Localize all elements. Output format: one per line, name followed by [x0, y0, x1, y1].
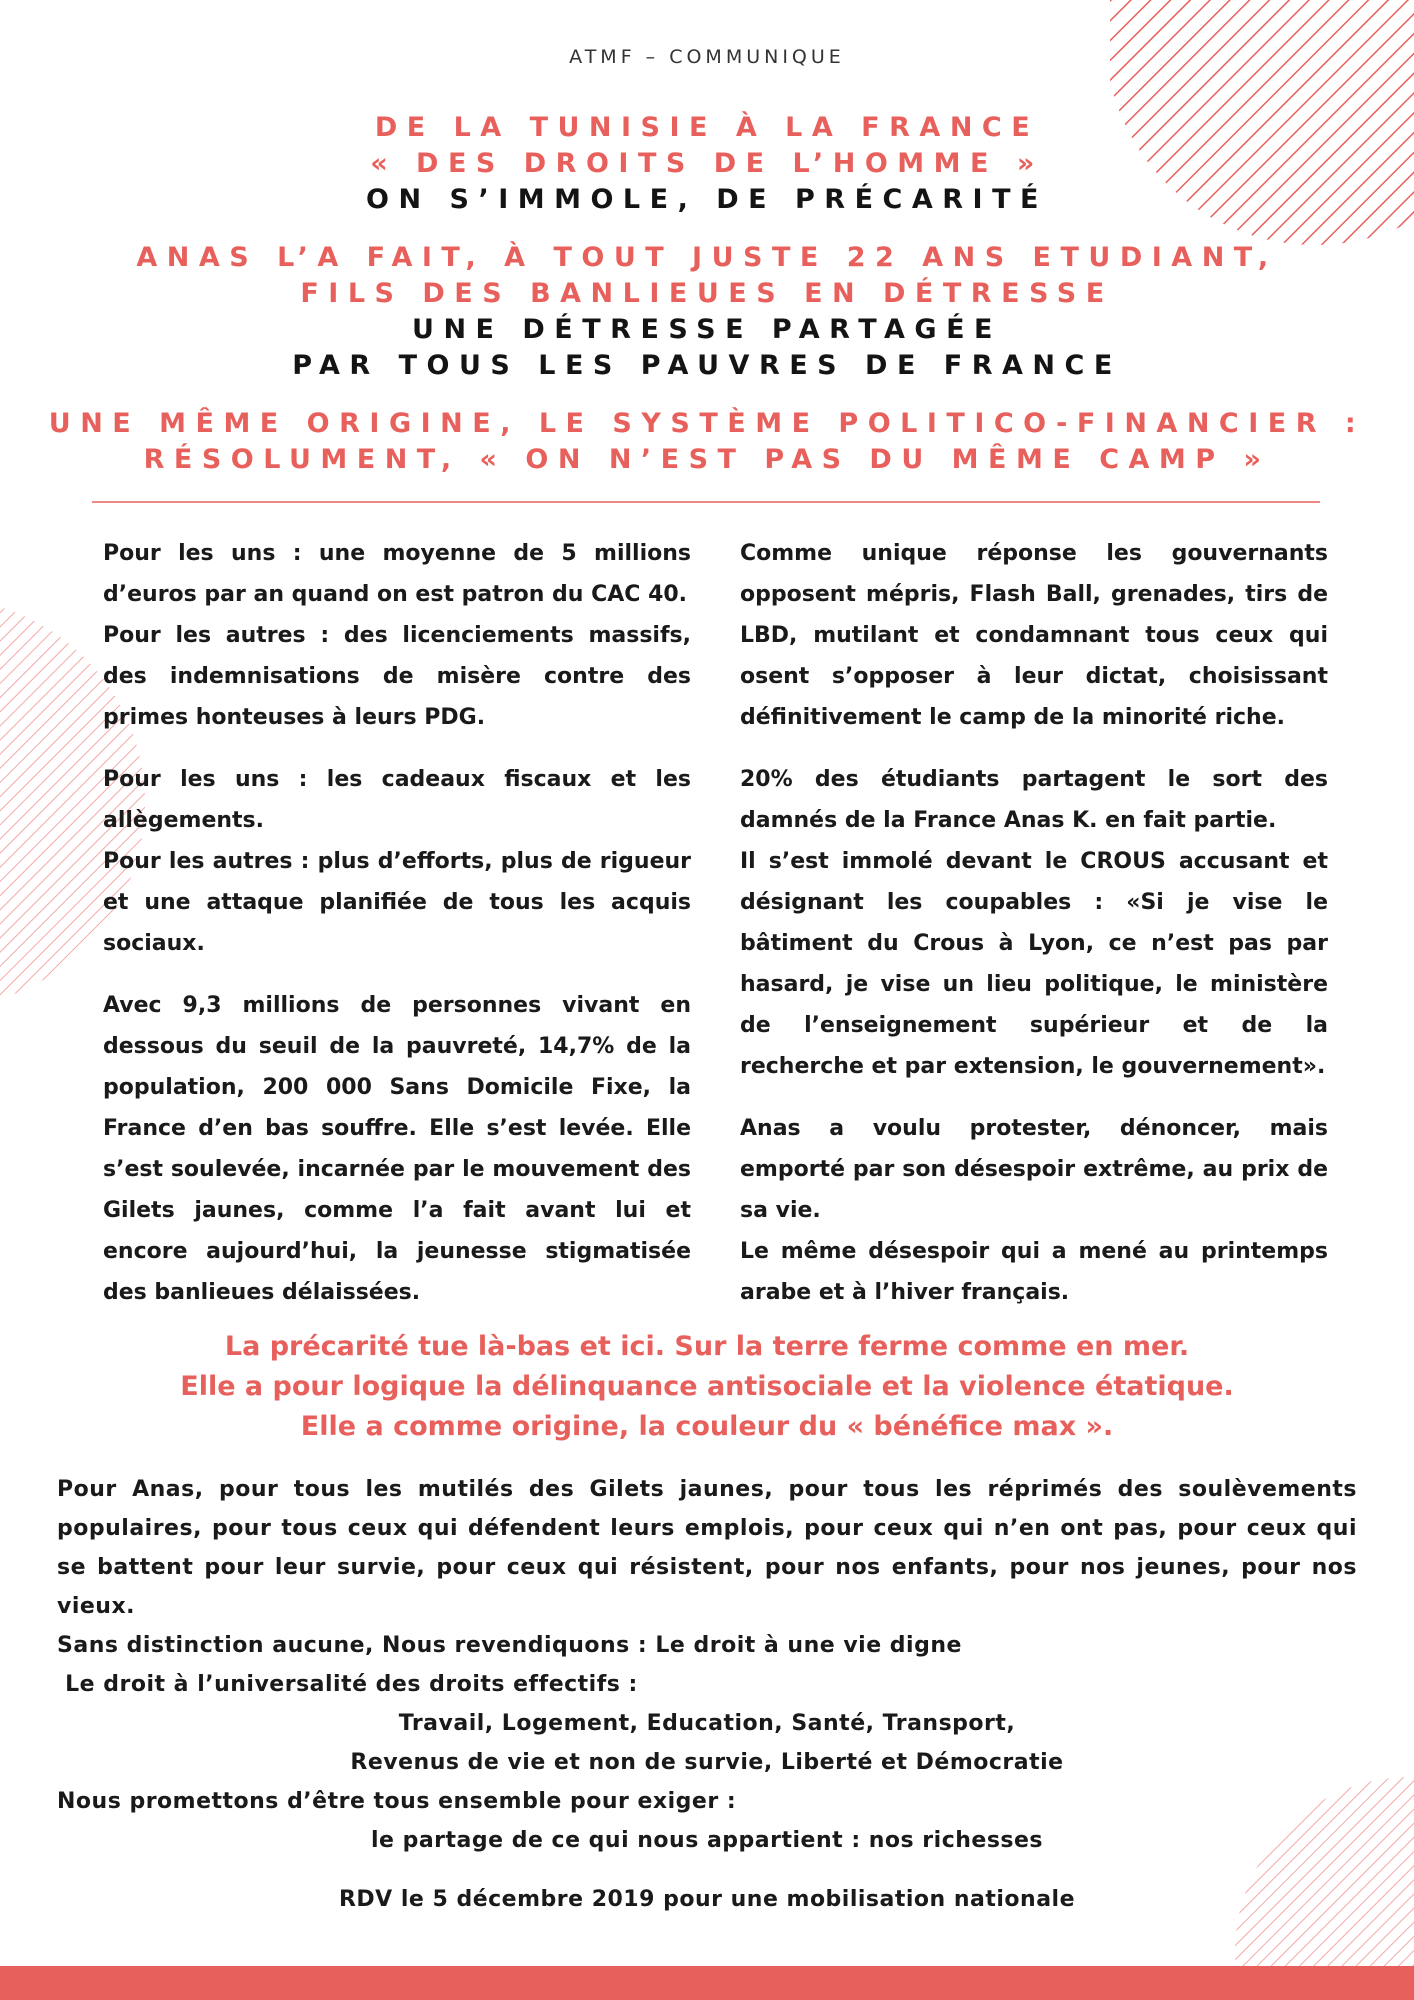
footer-bar	[0, 1966, 1414, 2000]
closing-sharing-line: le partage de ce qui nous appartient : nos richesses	[370, 1828, 1044, 1853]
closing-block	[57, 1470, 1357, 1919]
left-paragraph-1b: Pour les autres : des licenciements massifs, des indemnisations de misère contre des primes honteuses à leurs PDG.	[103, 623, 691, 730]
communique-kicker: ATMF – COMMUNIQUE	[569, 46, 845, 68]
headline-line-5: FILS DES BANLIEUES EN DÉTRESSE	[300, 278, 1114, 309]
right-column	[740, 533, 1328, 1334]
headline-line-9: RÉSOLUMENT, « ON N’EST PAS DU MÊME CAMP »	[143, 444, 1271, 475]
right-paragraph-3a: Anas a voulu protester, dénoncer, mais emporté par son désespoir extrême, au prix de sa vie.	[740, 1116, 1328, 1223]
headline-line-2: « DES DROITS DE L’HOMME »	[370, 148, 1044, 179]
right-paragraph-2b: Il s’est immolé devant le CROUS accusant et désignant les coupables : «Si je vise le bâtiment du Crous à Lyon, ce n’est pas par hasard, je vise un lieu politique, le ministère de l’enseignement supérieur et de la recherche et par extension, le gouvernement».	[740, 849, 1328, 1079]
closing-demand-line: Sans distinction aucune, Nous revendiquons : Le droit à une vie digne	[57, 1633, 962, 1658]
right-paragraph-3b: Le même désespoir qui a mené au printemps arabe et à l’hiver français.	[740, 1239, 1328, 1305]
closing-rights-line: Le droit à l’universalité des droits effectifs :	[57, 1672, 638, 1697]
left-paragraph-1a: Pour les uns : une moyenne de 5 millions d’euros par an quand on est patron du CAC 40.	[103, 541, 691, 607]
right-paragraph-2a: 20% des étudiants partagent le sort des damnés de la France Anas K. en fait partie.	[740, 767, 1328, 833]
slogan-line-1: La précarité tue là-bas et ici. Sur la terre ferme comme en mer.	[224, 1331, 1190, 1362]
headline-line-8: UNE MÊME ORIGINE, LE SYSTÈME POLITICO-FINANCIER :	[48, 408, 1366, 439]
divider-rule	[92, 501, 1320, 503]
left-column	[103, 533, 691, 1334]
headline-line-6: UNE DÉTRESSE PARTAGÉE	[412, 314, 1002, 345]
headline-line-4: ANAS L’A FAIT, À TOUT JUSTE 22 ANS ETUDIANT,	[136, 242, 1278, 273]
closing-rights-list-2: Revenus de vie et non de survie, Liberté et Démocratie	[350, 1750, 1064, 1775]
right-paragraph-1: Comme unique réponse les gouvernants opposent mépris, Flash Ball, grenades, tirs de LBD, mutilant et condamnant tous ceux qui osent s’opposer à leur dictat, choisissant définitivement le camp de la minorité riche.	[740, 541, 1328, 730]
slogan-line-2: Elle a pour logique la délinquance antisociale et la violence étatique.	[180, 1371, 1234, 1402]
left-paragraph-2a: Pour les uns : les cadeaux fiscaux et les allègements.	[103, 767, 691, 833]
headline-line-3: ON S’IMMOLE, DE PRÉCARITÉ	[366, 184, 1048, 215]
left-paragraph-2b: Pour les autres : plus d’efforts, plus de rigueur et une attaque planifiée de tous les acquis sociaux.	[103, 849, 691, 956]
closing-paragraph-1: Pour Anas, pour tous les mutilés des Gilets jaunes, pour tous les réprimés des soulèvements populaires, pour tous ceux qui défendent leurs emplois, pour ceux qui n’en ont pas, pour ceux qui se battent pour leur survie, pour ceux qui résistent, pour nos enfants, pour nos jeunes, pour nos vieux.	[57, 1477, 1357, 1619]
closing-rights-list-1: Travail, Logement, Education, Santé, Transport,	[398, 1711, 1016, 1736]
headline-line-7: PAR TOUS LES PAUVRES DE FRANCE	[292, 350, 1122, 381]
slogan-line-3: Elle a comme origine, la couleur du « bénéfice max ».	[300, 1411, 1114, 1442]
left-paragraph-3: Avec 9,3 millions de personnes vivant en dessous du seuil de la pauvreté, 14,7% de la population, 200 000 Sans Domicile Fixe, la France d’en bas souffre. Elle s’est levée. Elle s’est soulevée, incarnée par le mouvement des Gilets jaunes, comme l’a fait avant lui et encore aujourd’hui, la jeunesse stigmatisée des banlieues délaissées.	[103, 993, 691, 1305]
headline-line-1: DE LA TUNISIE À LA FRANCE	[374, 112, 1040, 143]
closing-promise-line: Nous promettons d’être tous ensemble pour exiger :	[57, 1789, 737, 1814]
rdv-line: RDV le 5 décembre 2019 pour une mobilisation nationale	[338, 1887, 1076, 1912]
